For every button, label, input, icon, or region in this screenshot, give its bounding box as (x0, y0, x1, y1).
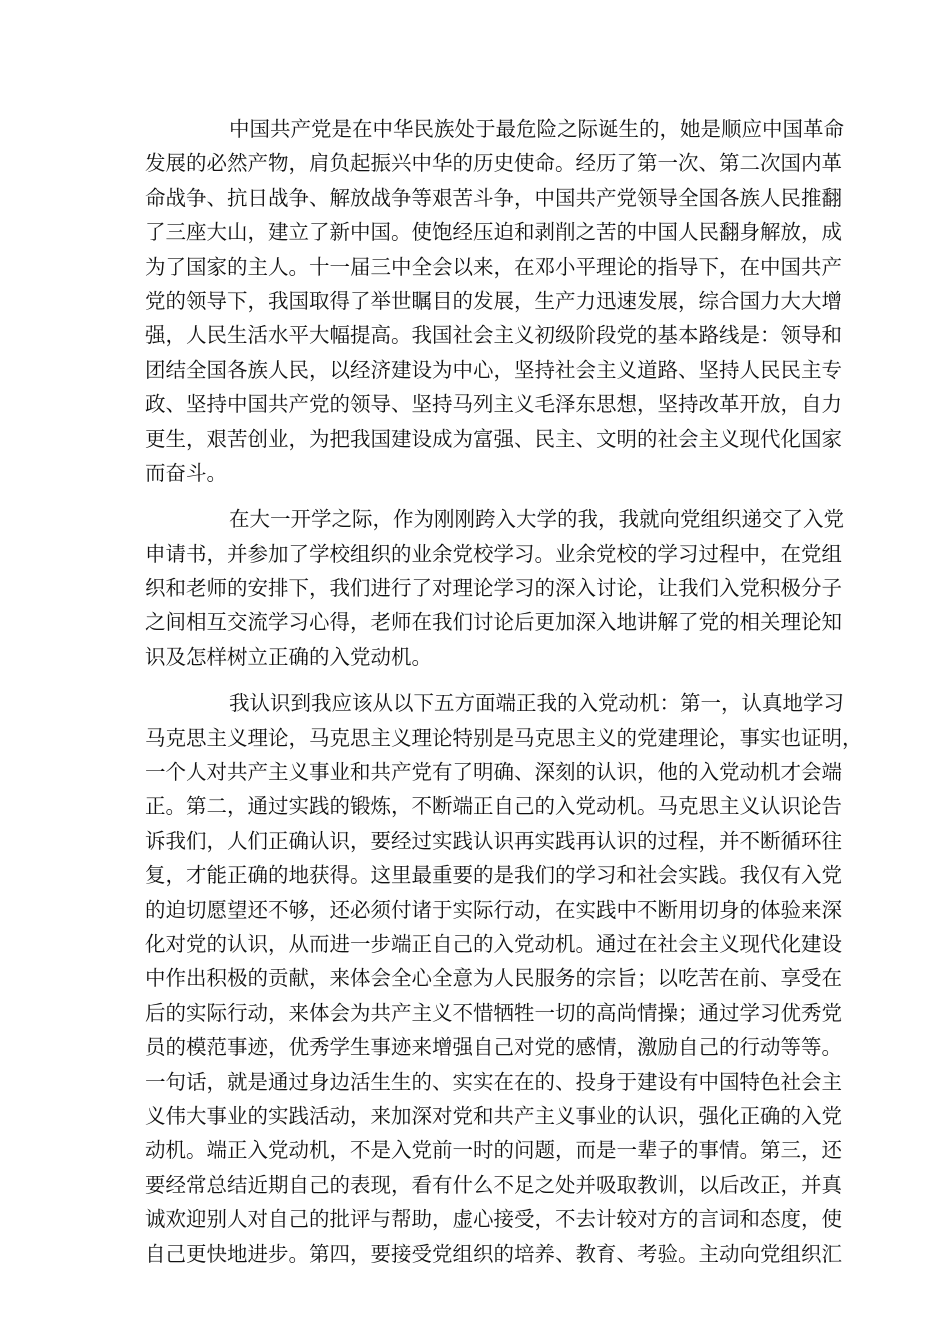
text-line: 正。第二，通过实践的锻炼，不断端正自己的入党动机。马克思主义认识论告 (145, 794, 842, 819)
text-line: 动机。端正入党动机，不是入党前一时的问题，而是一辈子的事情。第三，还 (145, 1138, 842, 1163)
text-line: 我认识到我应该从以下五方面端正我的入党动机：第一，认真地学习 (229, 691, 844, 716)
text-line: 之间相互交流学习心得，老师在我们讨论后更加深入地讲解了党的相关理论知 (145, 610, 842, 635)
text-line: 党的领导下，我国取得了举世瞩目的发展，生产力迅速发展，综合国力大大增 (145, 288, 842, 313)
text-line: 申请书，并参加了学校组织的业余党校学习。业余党校的学习过程中，在党组 (145, 541, 842, 566)
document-body (145, 112, 863, 1271)
text-line: 要经常总结近期自己的表现，看有什么不足之处并吸取教训，以后改正，并真 (145, 1172, 842, 1197)
text-line: 中作出积极的贡献，来体会全心全意为人民服务的宗旨；以吃苦在前、享受在 (145, 966, 842, 991)
paragraph (145, 112, 844, 490)
text-line: 命战争、抗日战争、解放战争等艰苦斗争，中国共产党领导全国各族人民推翻 (145, 185, 842, 210)
text-line: 在大一开学之际，作为刚刚跨入大学的我，我就向党组织递交了入党 (229, 507, 844, 532)
text-line: 诉我们，人们正确认识，要经过实践认识再实践再认识的过程，并不断循环往 (145, 828, 842, 853)
text-line: 团结全国各族人民，以经济建设为中心，坚持社会主义道路、坚持人民民主专 (145, 357, 842, 382)
text-line: 为了国家的主人。十一届三中全会以来，在邓小平理论的指导下，在中国共产 (145, 254, 842, 279)
text-line: 织和老师的安排下，我们进行了对理论学习的深入讨论，让我们入党积极分子 (145, 576, 842, 601)
text-line: 更生，艰苦创业，为把我国建设成为富强、民主、文明的社会主义现代化国家 (145, 426, 842, 451)
text-line: 了三座大山，建立了新中国。使饱经压迫和剥削之苦的中国人民翻身解放，成 (145, 220, 842, 245)
text-line: 的迫切愿望还不够，还必须付诸于实际行动，在实践中不断用切身的体验来深 (145, 897, 842, 922)
text-line: 后的实际行动，来体会为共产主义不惜牺牲一切的高尚情操；通过学习优秀党 (145, 1000, 842, 1025)
text-line: 员的模范事迹，优秀学生事迹来增强自己对党的感情，激励自己的行动等等。 (145, 1035, 842, 1060)
text-line: 马克思主义理论，马克思主义理论特别是马克思主义的党建理论，事实也证明， (145, 725, 863, 750)
text-line: 而奋斗。 (145, 460, 227, 485)
text-line: 一个人对共产主义事业和共产党有了明确、深刻的认识，他的入党动机才会端 (145, 760, 842, 785)
paragraph (145, 686, 863, 1271)
text-line: 强，人民生活水平大幅提高。我国社会主义初级阶段党的基本路线是：领导和 (145, 323, 842, 348)
paragraph (145, 502, 844, 674)
text-line: 中国共产党是在中华民族处于最危险之际诞生的，她是顺应中国革命 (229, 117, 844, 141)
text-line: 复，才能正确的地获得。这里最重要的是我们的学习和社会实践。我仅有入党 (145, 863, 842, 888)
text-line: 义伟大事业的实践活动，来加深对党和共产主义事业的认识，强化正确的入党 (145, 1103, 842, 1128)
text-line: 诚欢迎别人对自己的批评与帮助，虚心接受，不去计较对方的言词和态度，使 (145, 1207, 842, 1232)
text-line: 一句话，就是通过身边活生生的、实实在在的、投身于建设有中国特色社会主 (145, 1069, 842, 1094)
text-line: 化对党的认识，从而进一步端正自己的入党动机。通过在社会主义现代化建设 (145, 931, 842, 956)
text-line: 政、坚持中国共产党的领导、坚持马列主义毛泽东思想，坚持改革开放，自力 (145, 392, 842, 417)
text-line: 识及怎样树立正确的入党动机。 (145, 644, 432, 669)
text-line: 自己更快地进步。第四，要接受党组织的培养、教育、考验。主动向党组织汇 (145, 1241, 842, 1266)
text-line: 发展的必然产物，肩负起振兴中华的历史使命。经历了第一次、第二次国内革 (145, 151, 842, 176)
